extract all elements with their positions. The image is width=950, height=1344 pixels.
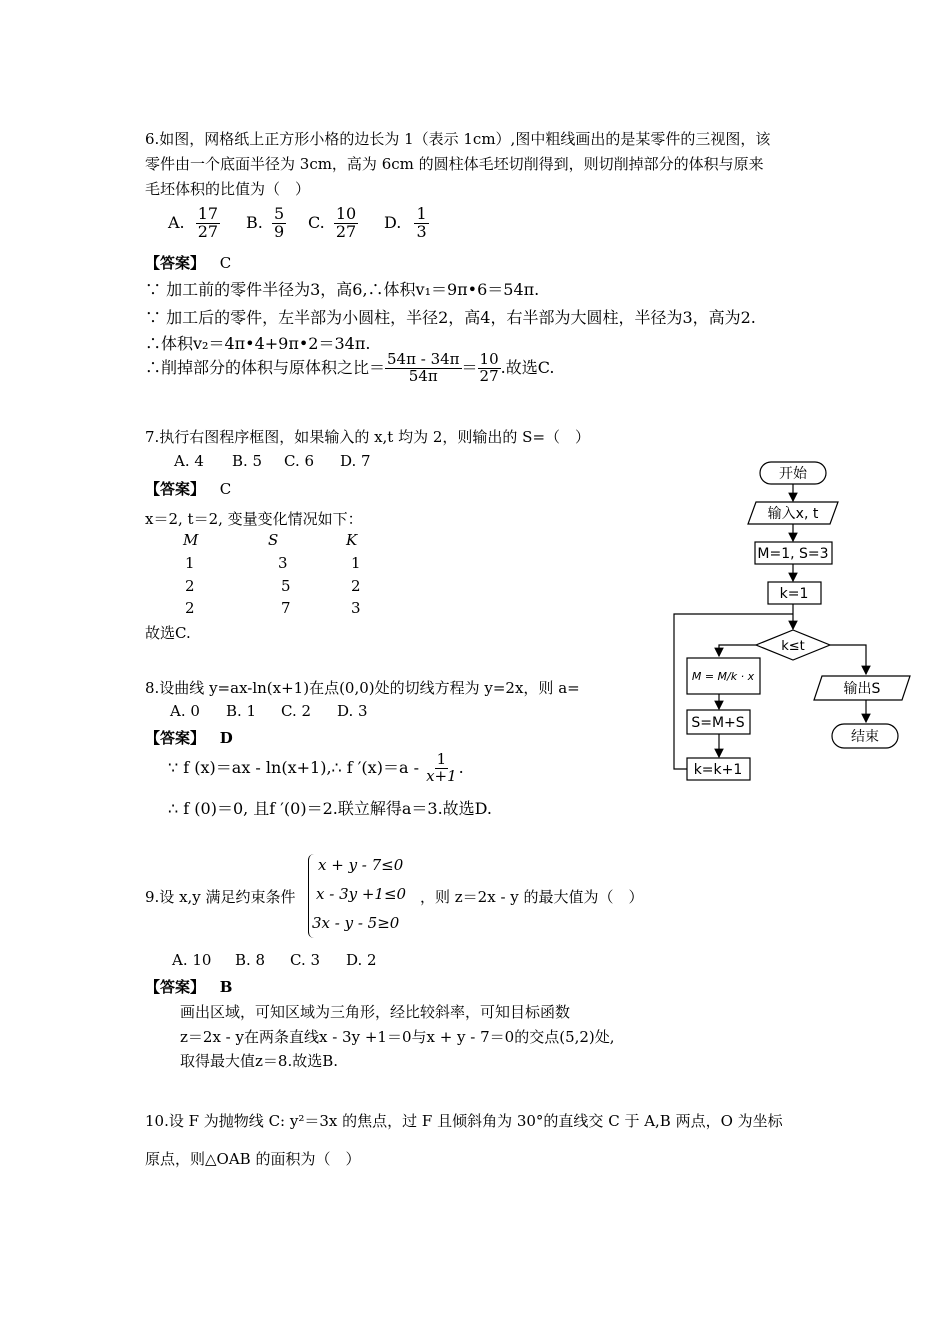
q7-option-c: C. 6 [284, 452, 315, 470]
fraction-num: 54π - 34π [387, 350, 460, 368]
q8-option-b: B. 1 [226, 702, 257, 720]
condition-label: k≤t [781, 639, 805, 654]
table-cell: 7 [281, 599, 291, 617]
flowchart [668, 458, 918, 788]
q7-solution-intro: x＝2, t＝2, 变量变化情况如下： [145, 510, 363, 528]
q6-solution-3: ∴体积v₂＝4π•4+9π•2＝34π. [145, 334, 371, 353]
q9-option-a: A. 10 [172, 951, 212, 969]
q7-answer [145, 478, 231, 499]
fraction-num: 1 [416, 204, 427, 223]
fraction-den: x+1 [426, 766, 457, 785]
constraint-2: x - 3y +1≤0 [316, 885, 407, 903]
q9-answer [145, 976, 232, 997]
fraction-num: 1 [436, 750, 447, 768]
q8-option-c: C. 2 [281, 702, 312, 720]
answer-value: C [219, 480, 232, 498]
table-cell: 3 [278, 554, 288, 572]
input-label: 输入x, t [767, 506, 819, 522]
answer-value: B [219, 978, 233, 996]
option-label: C. [308, 212, 325, 232]
solution-text: ∴削掉部分的体积与原体积之比＝ [145, 357, 386, 377]
table-cell: 2 [185, 577, 195, 595]
q8-answer [145, 727, 233, 748]
q6-line3: 毛坯体积的比值为（ ） [145, 180, 311, 198]
answer-value: D [219, 729, 233, 747]
q6-option-a [168, 206, 220, 241]
q8-option-a: A. 0 [170, 702, 200, 720]
option-label: D. [384, 212, 402, 232]
table-header-m: M [183, 531, 199, 549]
q9-solution-1: 画出区域，可知区域为三角形，经比较斜率，可知目标函数 [180, 1003, 571, 1021]
q10-line1: 10.设 F 为抛物线 C: y²＝3x 的焦点，过 F 且倾斜角为 30°的直线交 C 于 A,B 两点，O 为坐标 [145, 1112, 783, 1130]
fraction-den: 54π [408, 366, 438, 385]
s-update-label: S=M+S [691, 715, 745, 731]
q9-option-d: D. 2 [346, 951, 377, 969]
q8-option-d: D. 3 [337, 702, 368, 720]
q7-option-b: B. 5 [232, 452, 263, 470]
answer-tag: 【答案】 [145, 978, 206, 996]
solution-text: . [458, 757, 464, 777]
answer-tag: 【答案】 [145, 254, 206, 272]
q6-solution-4 [145, 352, 554, 385]
q8-solution-2: ∴ f (0)＝0, 且f ′(0)＝2.联立解得a＝3.故选D. [168, 799, 493, 818]
q9-solution-2: z＝2x - y在两条直线x - 3y +1＝0与x + y - 7＝0的交点(5,2)处, [180, 1028, 615, 1046]
q6-option-d [384, 206, 429, 241]
option-label: B. [246, 212, 263, 232]
answer-tag: 【答案】 [145, 480, 206, 498]
q7-option-d: D. 7 [340, 452, 371, 470]
m-update-label: M = M/k · x [691, 670, 755, 683]
table-cell: 1 [351, 554, 361, 572]
table-cell: 5 [281, 577, 291, 595]
option-label: A. [168, 212, 185, 232]
fraction-num: 10 [335, 204, 357, 223]
q9-option-c: C. 3 [290, 951, 321, 969]
q6-line2: 零件由一个底面半径为 3cm，高为 6cm 的圆柱体毛坯切削得到，则切削掉部分的体积与原来 [145, 155, 764, 173]
q10-line2: 原点，则△OAB 的面积为（ ） [145, 1150, 361, 1168]
fraction-den: 27 [197, 221, 219, 241]
fraction-den: 27 [335, 221, 357, 241]
q6-option-b [246, 206, 286, 241]
solution-text: ∵ f (x)＝ax - ln(x+1),∴ f ′(x)＝a - [168, 757, 419, 777]
q6-answer [145, 252, 231, 273]
q8-solution-1 [168, 752, 464, 785]
constraint-1: x + y - 7≤0 [318, 856, 404, 874]
q7-solution-end: 故选C. [145, 624, 191, 642]
fraction-num: 10 [479, 350, 499, 368]
q7-line1: 7.执行右图程序框图，如果输入的 x,t 均为 2，则输出的 S=（ ） [145, 428, 591, 446]
q6-solution-2: ∵ 加工后的零件，左半部为小圆柱，半径2，高4，右半部为大圆柱，半径为3，高为2. [145, 308, 756, 327]
q8-line1: 8.设曲线 y=ax-ln(x+1)在点(0,0)处的切线方程为 y=2x，则 a= [145, 679, 580, 697]
fraction-num: 17 [197, 204, 219, 223]
q6-line1: 6.如图，网格纸上正方形小格的边长为 1（表示 1cm）,图中粗线画出的是某零件的三视图，该 [145, 130, 771, 148]
output-label: 输出S [843, 681, 881, 697]
q9-pre: 9.设 x,y 满足约束条件 [145, 888, 296, 906]
q9-post: ，则 z＝2x - y 的最大值为（ ） [420, 888, 644, 906]
fraction-den: 3 [416, 221, 427, 241]
k-init-label: k=1 [779, 586, 809, 602]
q6-option-c [308, 206, 358, 241]
q7-option-a: A. 4 [174, 452, 204, 470]
table-cell: 1 [185, 554, 195, 572]
table-cell: 2 [351, 577, 361, 595]
k-update-label: k=k+1 [693, 762, 743, 778]
q6-solution-1: ∵ 加工前的零件半径为3，高6,∴体积v₁＝9π•6＝54π. [145, 280, 540, 299]
answer-value: C [219, 254, 232, 272]
answer-tag: 【答案】 [145, 729, 206, 747]
table-cell: 3 [351, 599, 361, 617]
end-label: 结束 [851, 729, 879, 745]
fraction-num: 5 [273, 204, 285, 223]
table-cell: 2 [185, 599, 195, 617]
fraction-den: 27 [479, 366, 499, 385]
start-label: 开始 [779, 466, 807, 482]
fraction-den: 9 [273, 221, 285, 241]
constraint-3: 3x - y - 5≥0 [312, 914, 400, 932]
q9-solution-3: 取得最大值z＝8.故选B. [180, 1052, 339, 1070]
table-header-k: K [346, 531, 358, 549]
solution-text: .故选C. [500, 357, 555, 377]
equals-sign: ＝ [461, 357, 478, 377]
table-header-s: S [268, 531, 279, 549]
q9-option-b: B. 8 [235, 951, 266, 969]
init-label: M=1, S=3 [757, 546, 829, 562]
